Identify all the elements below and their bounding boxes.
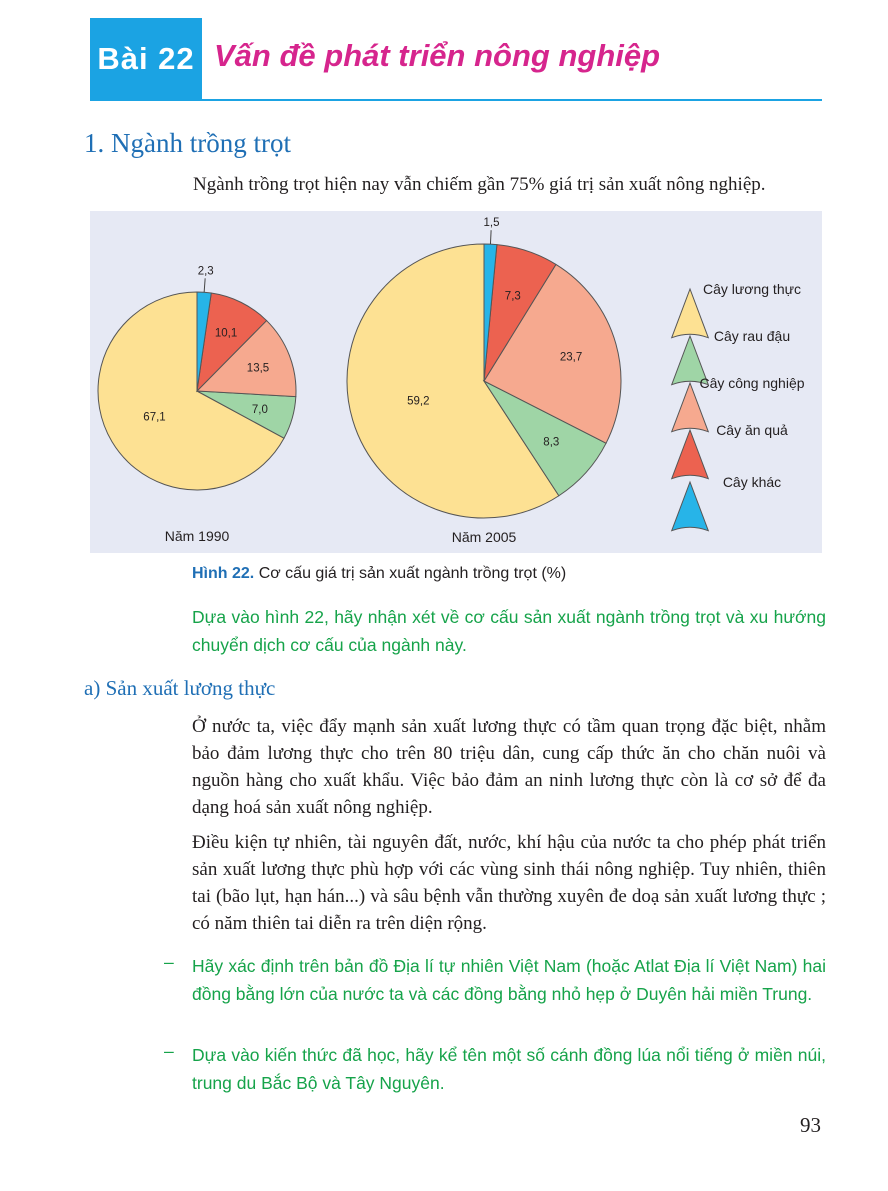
title-divider — [90, 99, 822, 101]
data-label: 10,1 — [214, 327, 238, 340]
legend-label: Cây khác — [722, 474, 782, 490]
data-label: 23,7 — [559, 351, 583, 364]
task-item: Dựa vào kiến thức đã học, hãy kể tên một số cánh đồng lúa nổi tiếng ở miền núi, trung du Bắc Bộ và Tây Nguyên. — [192, 1045, 826, 1093]
data-label: 2,3 — [197, 265, 214, 278]
data-label: 1,5 — [483, 217, 500, 230]
data-label: 7,3 — [504, 290, 521, 303]
lesson-title: Vấn đề phát triển nông nghiệp — [214, 38, 661, 73]
task-dash: – — [164, 952, 174, 972]
section-heading: 1. Ngành trồng trọt — [84, 128, 291, 158]
legend-label: Cây rau đậu — [713, 328, 791, 344]
caption-text: Cơ cấu giá trị sản xuất ngành trồng trọt (%) — [258, 565, 567, 582]
lesson-badge: Bài 22 — [90, 18, 202, 100]
pie-chart — [90, 211, 822, 553]
legend-label: Cây lương thực — [703, 281, 801, 297]
task-dash: – — [164, 1041, 174, 1061]
leader-line — [490, 230, 491, 244]
data-label: 8,3 — [543, 436, 560, 449]
page-number: 93 — [800, 1113, 821, 1137]
data-label: 7,0 — [251, 403, 268, 416]
task-item: Hãy xác định trên bản đồ Địa lí tự nhiên Việt Nam (hoặc Atlat Địa lí Việt Nam) hai đồng bằng lớn của nước ta và các đồng bằng nhỏ hẹp ở Duyên hải miền Trung. — [192, 956, 826, 1004]
figure-caption — [192, 565, 566, 583]
data-label: 13,5 — [246, 362, 270, 375]
data-label: 59,2 — [407, 395, 430, 408]
question-text: Dựa vào hình 22, hãy nhận xét về cơ cấu sản xuất ngành trồng trọt và xu hướng chuyển dịch cơ cấu của ngành này. — [192, 607, 826, 655]
data-label: 67,1 — [143, 411, 166, 424]
legend-label: Cây ăn quả — [716, 422, 788, 438]
legend-swatch — [672, 430, 709, 479]
leader-line — [204, 278, 205, 292]
pie-chart-figure — [90, 211, 822, 553]
legend-label: Cây công nghiệp — [699, 375, 805, 391]
subsection-heading: a) Sản xuất lương thực — [84, 676, 276, 700]
intro-text: Ngành trồng trọt hiện nay vẫn chiếm gần 75% giá trị sản xuất nông nghiệp. — [193, 174, 766, 195]
year-label: Năm 2005 — [451, 529, 517, 545]
caption-number: Hình 22. — [192, 565, 255, 582]
legend-swatch — [672, 482, 709, 531]
year-label: Năm 1990 — [164, 528, 230, 544]
paragraph: Điều kiện tự nhiên, tài nguyên đất, nước, khí hậu của nước ta cho phép phát triển sản xuất lương thực phù hợp với các vùng sinh thái nông nghiệp. Tuy nhiên, thiên tai (bão lụt, hạn hán...) và sâu bệnh vẫn thường xuyên đe doạ sản xuất lương thực ; có năm thiên tai diễn ra trên diện rộng. — [192, 832, 826, 934]
paragraph: Ở nước ta, việc đẩy mạnh sản xuất lương thực có tầm quan trọng đặc biệt, nhằm bảo đảm lương thực cho trên 80 triệu dân, cung cấp thức ăn cho chăn nuôi và nguồn hàng cho xuất khẩu. Việc bảo đảm an ninh lương thực còn là cơ sở để đa dạng hoá sản xuất nông nghiệp. — [192, 716, 826, 818]
